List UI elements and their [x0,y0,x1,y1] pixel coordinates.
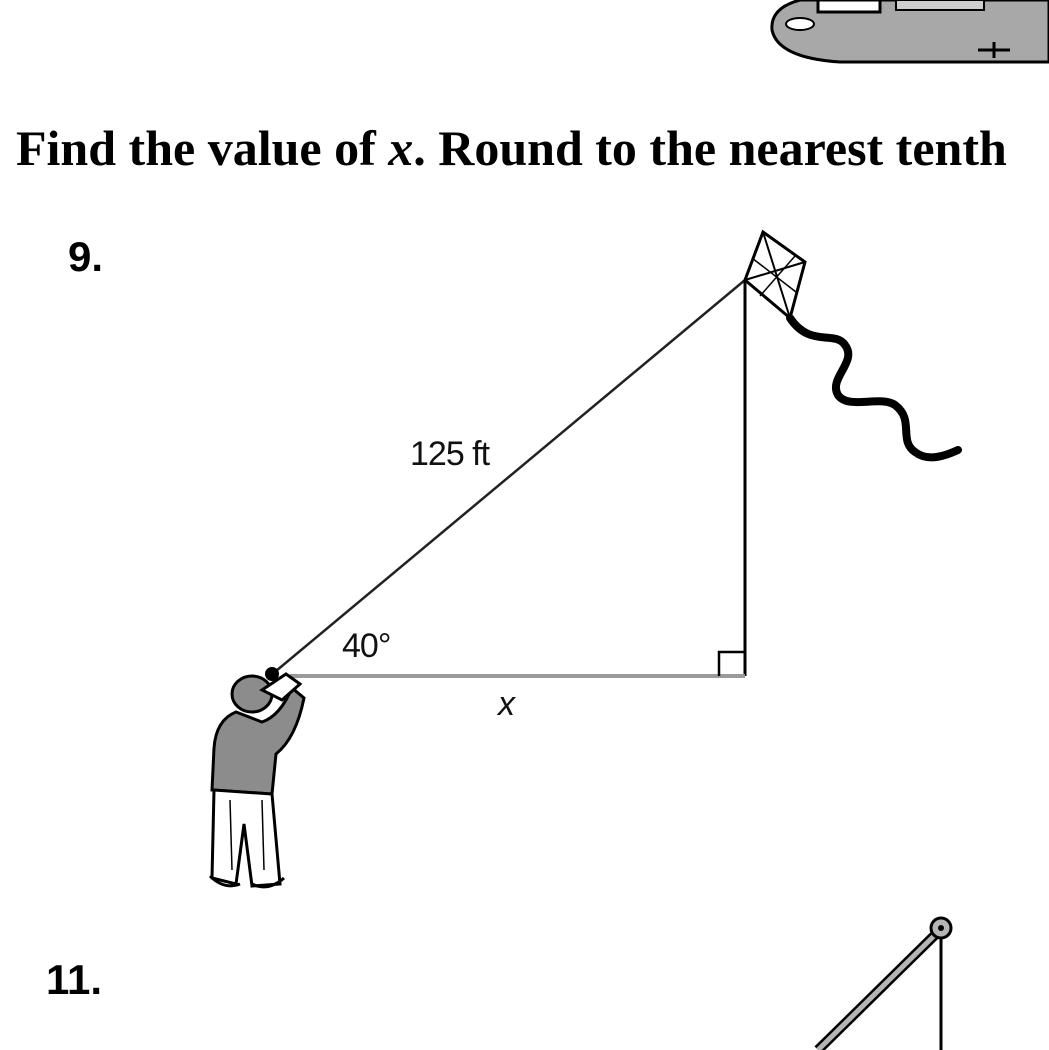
instruction-part-2: . Round to the nearest tenth [413,120,1007,176]
kite-tail [790,318,958,457]
hypotenuse-line [270,280,745,676]
angle-label: 40° [342,627,391,665]
right-angle-marker [719,652,745,676]
person-illustration [210,667,304,887]
problem-number-9: 9. [68,233,104,280]
problem-number-11: 11. [46,956,103,1003]
instruction-text [16,118,1007,178]
blimp-illustration [772,0,1049,62]
instruction-part-1: Find the value of [16,120,389,176]
triangle-diagram [270,280,745,676]
problem-11-figure [818,918,951,1050]
instruction-variable: x [388,120,414,176]
adjacent-side-label: x [498,685,515,723]
hypotenuse-label: 125 ft [410,435,490,473]
kite-icon [745,232,958,457]
